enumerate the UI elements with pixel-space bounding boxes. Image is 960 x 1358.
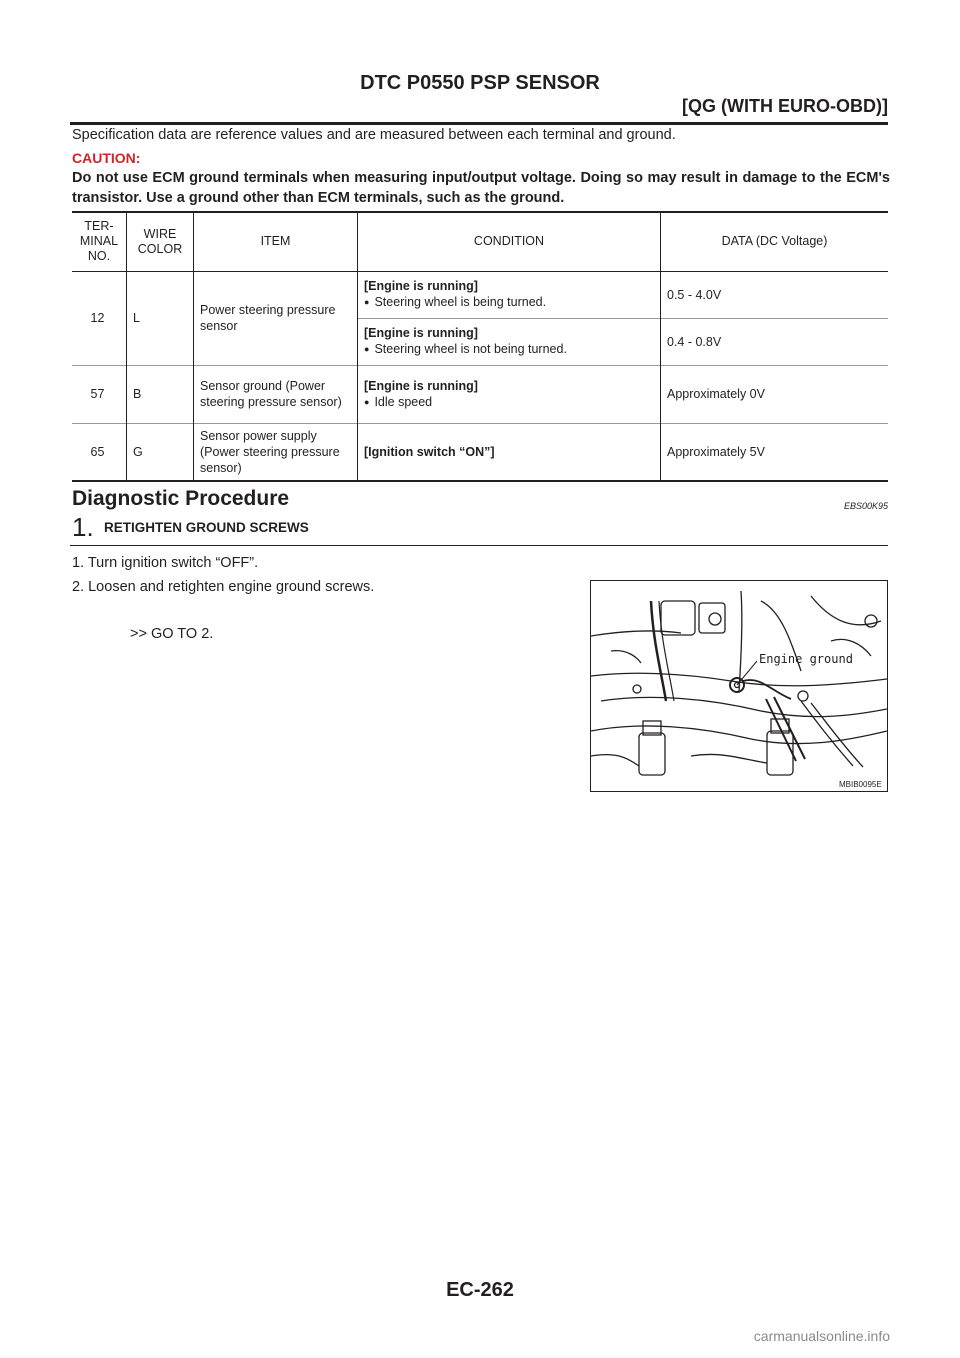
engine-ground-figure [590, 580, 888, 792]
watermark-text: carmanualsonline.info [753, 1328, 890, 1344]
cell-item: Sensor power supply (Power steering pressure sensor) [194, 423, 358, 481]
page-title: DTC P0550 PSP SENSOR [360, 72, 600, 94]
page-number: EC-262 [446, 1279, 514, 1301]
engine-illustration [591, 581, 887, 791]
col-terminal: TER-MINAL NO. [79, 219, 119, 264]
caution-text: Do not use ECM ground terminals when measuring input/output voltage. Doing so may result in damage to the ECM's transistor. Use a ground other than ECM terminals, such as the ground. [72, 170, 890, 206]
cell-wire: G [127, 423, 194, 481]
condition-bullet: ● Steering wheel is being turned. [364, 294, 657, 311]
figure-label: Engine ground [759, 652, 853, 666]
cell-terminal: 12 [90, 311, 105, 325]
cell-condition [358, 365, 661, 423]
spec-note: Specification data are reference values and are measured between each terminal and ground. [72, 127, 676, 143]
terminal-table [72, 211, 888, 482]
condition-bullet: ● Idle speed [364, 394, 657, 411]
step-item: 1. Turn ignition switch “OFF”. [72, 555, 259, 571]
table-header-row [72, 212, 888, 271]
cell-condition [358, 271, 661, 318]
caution-heading: CAUTION: [72, 150, 141, 166]
condition-heading: [Ignition switch “ON”] [364, 444, 495, 459]
step-rule [70, 545, 888, 546]
figure-code: MBIB0095E [839, 780, 882, 789]
table-row [72, 423, 888, 481]
cell-condition [358, 423, 661, 481]
condition-heading: [Engine is running] [364, 326, 478, 340]
condition-bullet: ● Steering wheel is not being turned. [364, 341, 657, 358]
header-rule [70, 122, 888, 125]
cell-data: 0.4 - 0.8V [661, 318, 889, 365]
goto-link[interactable]: >> GO TO 2. [130, 626, 214, 642]
page-subtitle: [QG (WITH EURO-OBD)] [682, 96, 888, 116]
step-title: RETIGHTEN GROUND SCREWS [104, 520, 309, 535]
cell-terminal: 65 [90, 444, 105, 459]
col-item: ITEM [194, 212, 358, 271]
condition-heading: [Engine is running] [364, 279, 478, 293]
cell-data: Approximately 5V [661, 423, 889, 481]
col-wire: WIRE COLOR [127, 212, 194, 271]
section-code: EBS00K95 [843, 501, 888, 511]
cell-wire: L [127, 271, 194, 365]
cell-item: Power steering pressure sensor [194, 271, 358, 365]
cell-wire: B [127, 365, 194, 423]
step-number: 1. [72, 512, 94, 542]
condition-heading: [Engine is running] [364, 378, 478, 393]
step-item: 2. Loosen and retighten engine ground screws. [72, 579, 375, 595]
col-condition: CONDITION [358, 212, 661, 271]
col-data: DATA (DC Voltage) [661, 212, 889, 271]
cell-terminal: 57 [90, 387, 105, 401]
cell-condition [358, 318, 661, 365]
table-row [72, 365, 888, 423]
table-row [72, 271, 888, 318]
cell-item: Sensor ground (Power steering pressure sensor) [194, 365, 358, 423]
section-title: Diagnostic Procedure [72, 487, 290, 510]
cell-data: Approximately 0V [661, 365, 889, 423]
cell-data: 0.5 - 4.0V [661, 271, 889, 318]
